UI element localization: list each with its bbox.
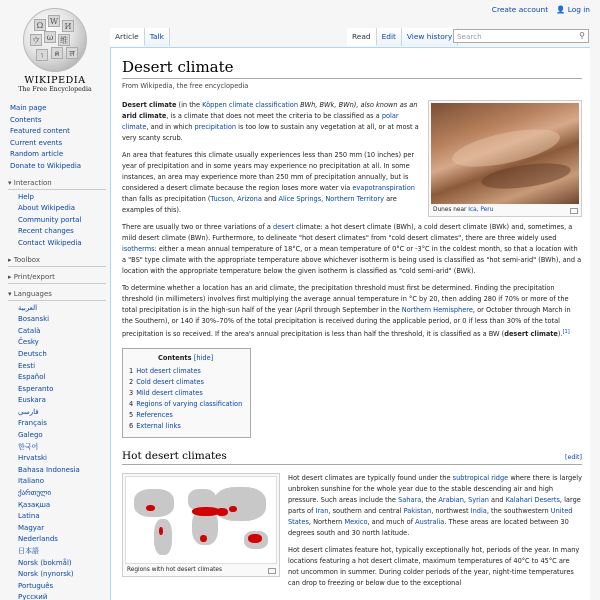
link-ica-peru[interactable]: Ica, Peru <box>468 207 494 213</box>
sidebar-item-about[interactable]: About Wikipedia <box>18 204 76 213</box>
triangle-right-icon: ▸ <box>8 272 12 281</box>
tab-read[interactable]: Read <box>347 28 377 46</box>
lang-link[interactable]: Norsk (nynorsk) <box>18 570 74 579</box>
tab-view-history[interactable]: View history <box>402 28 458 46</box>
puzzle-globe-icon: Ω W И ウ ω 维 ו ค ल <box>23 8 87 72</box>
logo-title: WIKIPEDIA <box>24 75 86 86</box>
hot-desert-paragraph-1: Hot desert climates are typically found under the subtropical ridge where there is largely unbroken sunshine for the whole year due to the stable descending air and high pressure. Such areas include the Sahara, the Arabian, Syrian and Kalahari Deserts, large parts of Iran, southern and central Pakistan, northwest India, the southwestern United States, Northern Mexico, and much of Australia. These areas are located between 30 degrees south and 30 north latitude. <box>288 474 583 538</box>
login-link[interactable]: 👤 Log in <box>556 5 590 14</box>
link-alice-springs[interactable]: Alice Springs, Northern Territory <box>278 195 385 203</box>
lang-link[interactable]: 日本語 <box>18 547 39 555</box>
thumbnail-dunes <box>428 100 582 217</box>
lang-link[interactable]: Česky <box>18 338 39 347</box>
intro-paragraph-4: To determine whether a location has an arid climate, the precipitation threshold must first be determined. Finding the precipitation threshold (in millimeters) involves first multiplying the average annual temperature in °C by 20, then adding 280 if 70% or more of the total precipitation is in the high-sun half of the year (April through September in the Northern Hemisphere, or October through March in the Southern), or 140 if 30%–70% of the total precipitation is received during the applicable period, or 0 if less than 30% of the total precipitation is so received. If the area's annual precipitation is less than half the threshold, it is classified as a BW (desert climate).[1] <box>122 284 571 339</box>
link-mexico[interactable]: Mexico <box>344 518 368 527</box>
logo-subtitle: The Free Encyclopedia <box>18 86 92 93</box>
link-precipitation[interactable]: precipitation <box>194 123 237 131</box>
table-of-contents <box>122 348 251 438</box>
intro-paragraph-2: An area that features this climate usually experiences less than 250 mm (10 inches) per year of precipitation and in some years may experience no precipitation at all. In some instances, an area may experience more than 250 mm of precipitation annually, but is considered a desert climate because the region loses more water via evapotranspiration than falls as precipitation (Tucson, Arizona and Alice Springs, Northern Territory are examples of this). <box>122 151 415 214</box>
sidebar-item-featured[interactable]: Featured content <box>10 127 70 136</box>
sidebar-heading-toolbox[interactable]: ▸ Toolbox <box>8 256 106 267</box>
thumb-caption: Regions with hot desert climates <box>125 564 277 574</box>
thumbnail-map <box>122 473 280 577</box>
site-sub: From Wikipedia, the free encyclopedia <box>122 82 249 90</box>
hot-desert-paragraph-2: Hot desert climates feature hot, typically exceptionally hot, periods of the year. In many locations featuring a hot desert climate, maximum temperatures of 40°C to 45°C are not uncommon in summer. During colder periods of the year, night-time temperatures can drop to freezing or below due to the exceptional <box>288 546 580 588</box>
lang-link[interactable]: Norsk (bokmål) <box>18 558 72 567</box>
sidebar <box>10 103 106 600</box>
dunes-image[interactable] <box>431 103 579 204</box>
article-content <box>110 47 590 600</box>
wikipedia-logo[interactable] <box>14 6 96 96</box>
lang-link[interactable]: Euskara <box>18 396 46 405</box>
lang-link[interactable]: Español <box>18 373 46 382</box>
lang-link[interactable]: Português <box>18 581 54 590</box>
toc-item[interactable]: 2 Cold desert climates <box>129 378 204 387</box>
section-edit-link[interactable]: [edit] <box>564 454 582 462</box>
link-syrian[interactable]: Syrian <box>468 496 489 505</box>
sidebar-heading-languages[interactable]: ▾ Languages <box>8 290 106 301</box>
lang-link[interactable]: Русский <box>18 593 48 600</box>
link-isotherms[interactable]: isotherms <box>122 245 155 253</box>
toc-item[interactable]: 1 Hot desert climates <box>129 367 201 376</box>
enlarge-icon[interactable] <box>268 568 276 574</box>
sidebar-heading-print[interactable]: ▸ Print/export <box>8 273 106 284</box>
link-india[interactable]: India <box>470 507 487 516</box>
lang-link[interactable]: Latina <box>18 512 40 521</box>
sidebar-item-random[interactable]: Random article <box>10 150 64 159</box>
lang-link[interactable]: فارسی <box>18 407 39 416</box>
lang-link[interactable]: Қазақша <box>18 500 51 509</box>
toc-item[interactable]: 3 Mild desert climates <box>129 389 203 398</box>
link-iran[interactable]: Iran <box>315 507 329 516</box>
toc-item[interactable]: 4 Regions of varying classification <box>129 400 243 409</box>
sidebar-nav <box>10 103 106 173</box>
link-tucson[interactable]: Tucson, Arizona <box>210 195 262 203</box>
lang-link[interactable]: 한국어 <box>18 442 39 451</box>
link-evapotranspiration[interactable]: evapotranspiration <box>352 184 415 192</box>
lang-link[interactable]: Hrvatski <box>18 454 47 463</box>
reference-link[interactable]: [1] <box>562 329 570 335</box>
world-map-image[interactable] <box>125 476 277 564</box>
sidebar-interaction <box>10 192 106 250</box>
lang-link[interactable]: Italiano <box>18 477 44 486</box>
link-polar-climate[interactable]: polar climate <box>122 112 399 131</box>
link-desert[interactable]: desert <box>273 223 295 231</box>
create-account-link[interactable]: Create account <box>491 5 549 14</box>
sidebar-item-current-events[interactable]: Current events <box>10 138 63 147</box>
tab-article[interactable]: Article <box>110 28 145 46</box>
toc-item[interactable]: 6 External links <box>129 422 181 431</box>
triangle-right-icon: ▸ <box>8 255 12 264</box>
sidebar-languages <box>10 303 106 600</box>
lang-link[interactable]: Bahasa Indonesia <box>18 465 80 474</box>
triangle-down-icon: ▾ <box>8 178 12 187</box>
link-kalahari[interactable]: Kalahari Deserts <box>505 496 560 505</box>
sidebar-item-contents[interactable]: Contents <box>10 115 42 124</box>
lang-link[interactable]: Eesti <box>18 361 36 370</box>
lang-link[interactable]: Bosanski <box>18 315 50 324</box>
intro-paragraph-3: There are usually two or three variations of a desert climate: a hot desert climate (BWh), a cold desert climate (BWk) and, sometimes, a mild desert climate (BWn). Furthermore, to delineate "hot desert climates" from "cold desert climates", there are three widely used isotherms: either a mean annual temperature of 18°C, or a mean temperature of 0°C or -3°C in the coldest month, so that a location with a "BS" type climate with the appropriate temperature above whichever isotherm is being used is classified as "hot semi-arid" (BWh), and a location with the appropriate temperature below the given isotherm is classified as "cold semi-arid" (BWk). <box>122 223 582 275</box>
lang-link[interactable]: Galego <box>18 431 43 440</box>
tab-talk[interactable]: Talk <box>145 28 170 46</box>
search-icon[interactable]: ⚲ <box>579 31 585 40</box>
intro-paragraph-1: Desert climate (in the Köppen climate classification BWh, BWk, BWn), also known as an arid climate, is a climate that does not meet the criteria to be classified as a polar climate, and in which precipitation is too low to sustain any vegetation at all, or at most a very scanty scrub. <box>122 101 419 142</box>
toc-item[interactable]: 5 References <box>129 411 173 420</box>
tab-edit[interactable]: Edit <box>377 28 402 46</box>
lang-link[interactable]: ქართული <box>18 489 52 498</box>
sidebar-item-main-page[interactable]: Main page <box>10 104 47 112</box>
personal-tools <box>492 5 590 14</box>
triangle-down-icon: ▾ <box>8 289 12 298</box>
sidebar-item-community[interactable]: Community portal <box>18 215 82 224</box>
link-united-states[interactable]: United States <box>288 507 573 527</box>
sidebar-item-recent-changes[interactable]: Recent changes <box>18 227 74 236</box>
link-koppen[interactable]: Köppen climate classification <box>202 101 298 109</box>
namespace-tabs <box>110 28 170 46</box>
link-northern-hemisphere[interactable]: Northern Hemisphere <box>401 306 473 314</box>
user-icon: 👤 <box>556 5 566 14</box>
toc-hide-toggle[interactable]: [hide] <box>193 354 214 363</box>
sidebar-heading-interaction[interactable]: ▾ Interaction <box>8 179 106 190</box>
lang-link[interactable]: Esperanto <box>18 384 54 393</box>
view-tabs <box>347 28 458 46</box>
lang-link[interactable]: Français <box>18 419 47 428</box>
toc-title: Contents [hide] <box>158 354 214 363</box>
page-title: Desert climate <box>122 58 582 79</box>
link-arabian[interactable]: Arabian <box>438 496 464 505</box>
sidebar-item-help[interactable]: Help <box>18 192 34 201</box>
lang-link[interactable]: Català <box>18 326 41 335</box>
link-australia[interactable]: Australia <box>415 518 445 527</box>
thumb-caption: Dunes near Ica, Peru <box>431 204 579 214</box>
lang-link[interactable]: Nederlands <box>18 535 58 544</box>
search-input[interactable] <box>453 29 589 43</box>
sidebar-item-contact[interactable]: Contact Wikipedia <box>18 238 82 247</box>
link-subtropical-ridge[interactable]: subtropical ridge <box>452 474 509 483</box>
link-pakistan[interactable]: Pakistan <box>403 507 432 516</box>
enlarge-icon[interactable] <box>570 208 578 214</box>
link-sahara[interactable]: Sahara <box>398 496 422 505</box>
section-heading-hot-desert: Hot desert climates [edit] <box>122 450 582 465</box>
lang-link[interactable]: العربية <box>18 303 38 312</box>
sidebar-item-donate[interactable]: Donate to Wikipedia <box>10 161 82 170</box>
search-placeholder: Search <box>457 32 482 41</box>
lang-link[interactable]: Deutsch <box>18 349 47 358</box>
lang-link[interactable]: Magyar <box>18 523 45 532</box>
